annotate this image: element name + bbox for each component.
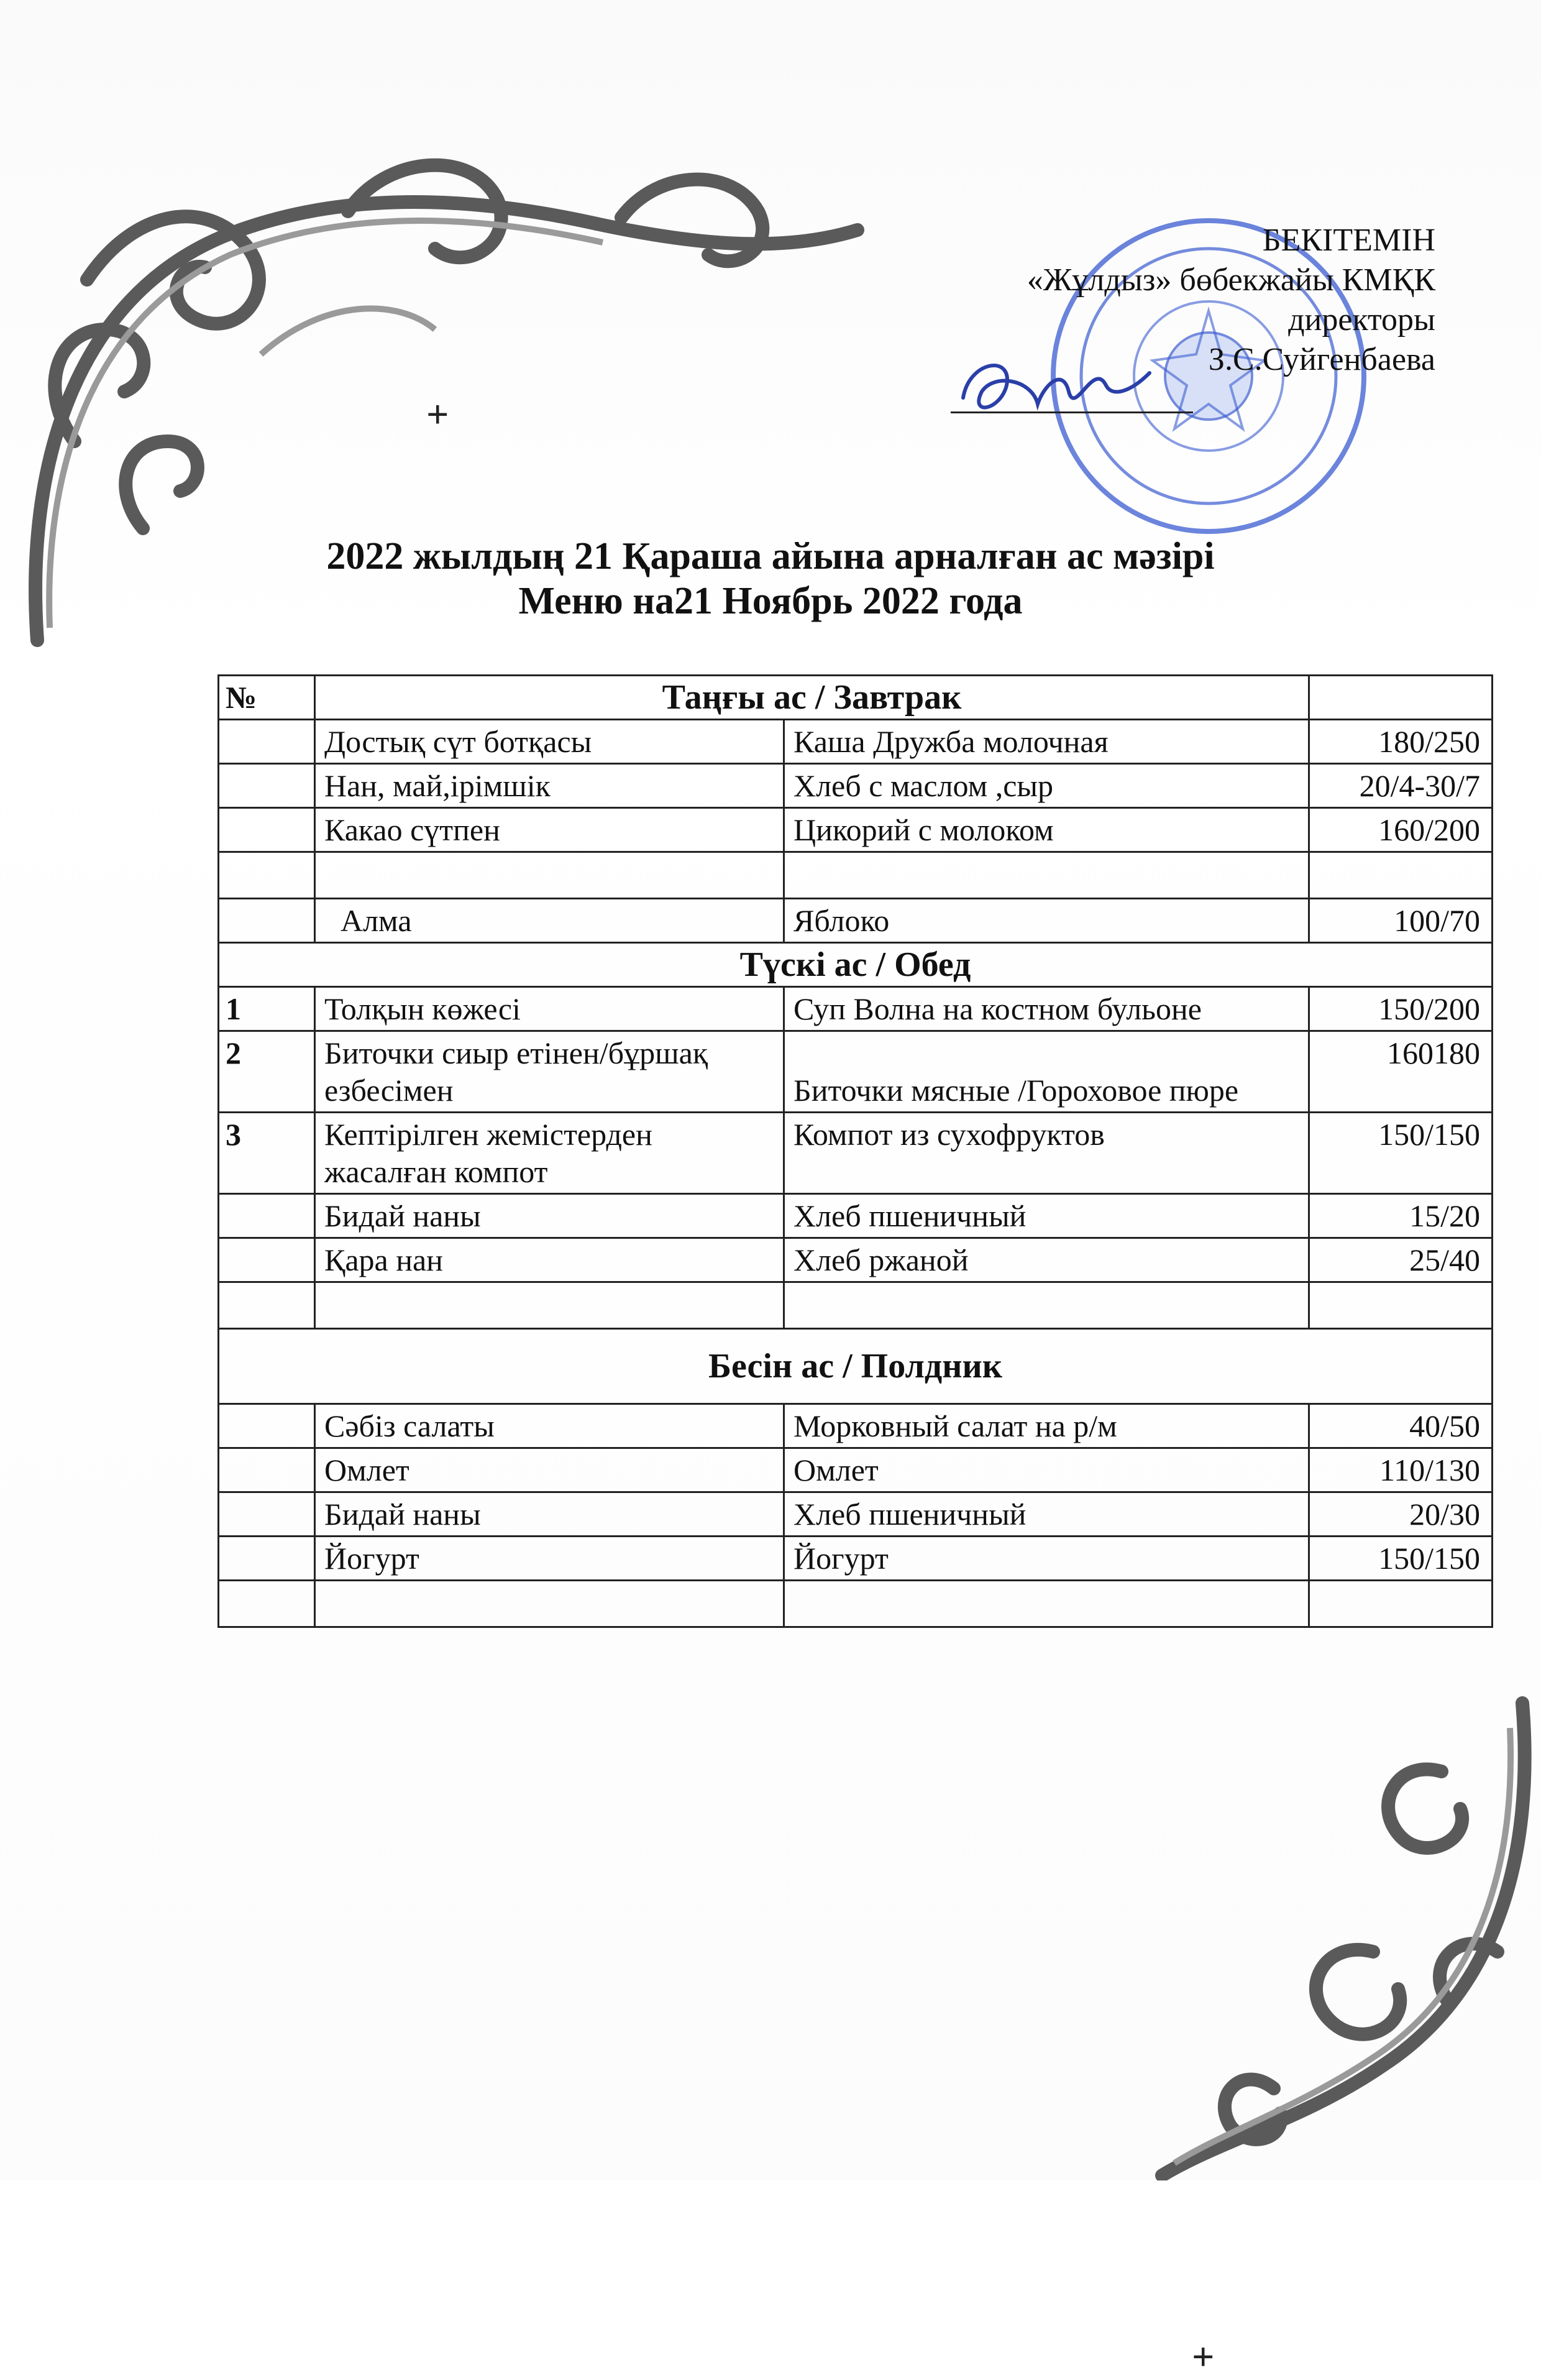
dish-kazakh: Бидай наны	[315, 1492, 784, 1537]
portion: 20/4-30/7	[1309, 764, 1493, 808]
dish-kazakh: Алма	[315, 899, 784, 943]
registration-mark-top: +	[426, 392, 449, 436]
item-number: 1	[219, 987, 315, 1031]
table-row	[219, 676, 1493, 720]
page-title-kazakh: 2022 жылдың 21 Қараша айына арналған ас мәзірі	[326, 535, 1215, 577]
portion: 160/200	[1309, 808, 1493, 852]
number-column-header: №	[219, 676, 315, 720]
dish-russian: Йогурт	[784, 1537, 1309, 1581]
portion: 150/200	[1309, 987, 1493, 1031]
dish-kazakh: Какао сүтпен	[315, 808, 784, 852]
table-row	[219, 899, 1493, 943]
item-number: 2	[219, 1031, 315, 1113]
portion: 150/150	[1309, 1113, 1493, 1194]
dish-kazakh: Сәбіз салаты	[315, 1404, 784, 1448]
portion: 25/40	[1309, 1238, 1493, 1282]
table-row	[219, 1113, 1493, 1194]
dish-russian: Морковный салат на р/м	[784, 1404, 1309, 1448]
dish-kazakh: Бидай наны	[315, 1194, 784, 1238]
ornament-bottom-right	[1150, 1691, 1541, 2180]
table-row	[219, 852, 1493, 899]
snack-heading: Бесін ас / Полдник	[219, 1329, 1493, 1404]
registration-mark-bottom: +	[1192, 2335, 1215, 2379]
dish-kazakh: Достық сүт ботқасы	[315, 720, 784, 764]
approval-name: З.С.Суйгенбаева	[1208, 342, 1435, 377]
table-row	[219, 1448, 1493, 1492]
page-title-russian: Меню на21 Ноябрь 2022 года	[518, 580, 1023, 622]
table-row	[219, 1194, 1493, 1238]
dish-russian: Биточки мясные /Гороховое пюре	[784, 1031, 1309, 1113]
approval-block	[1027, 221, 1435, 380]
dish-kazakh: Кептірілген жемістерден жасалған компот	[315, 1113, 784, 1194]
table-row	[219, 1329, 1493, 1404]
table-row	[219, 764, 1493, 808]
lunch-heading: Түскі ас / Обед	[219, 943, 1493, 987]
table-row	[219, 1031, 1493, 1113]
dish-kazakh: Қара нан	[315, 1238, 784, 1282]
dish-kazakh: Омлет	[315, 1448, 784, 1492]
breakfast-heading: Таңғы ас / Завтрак	[315, 676, 1309, 720]
portion: 150/150	[1309, 1537, 1493, 1581]
portion: 110/130	[1309, 1448, 1493, 1492]
item-number: 3	[219, 1113, 315, 1194]
dish-russian: Хлеб с маслом ,сыр	[784, 764, 1309, 808]
dish-russian: Цикорий с молоком	[784, 808, 1309, 852]
dish-kazakh: Йогурт	[315, 1537, 784, 1581]
portion: 15/20	[1309, 1194, 1493, 1238]
dish-kazakh: Толқын көжесі	[315, 987, 784, 1031]
dish-kazakh: Нан, май,ірімшік	[315, 764, 784, 808]
table-row	[219, 1492, 1493, 1537]
portion: 20/30	[1309, 1492, 1493, 1537]
dish-russian: Суп Волна на костном бульоне	[784, 987, 1309, 1031]
dish-russian: Яблоко	[784, 899, 1309, 943]
signature-line	[951, 411, 1193, 413]
table-row	[219, 1238, 1493, 1282]
dish-russian: Хлеб пшеничный	[784, 1194, 1309, 1238]
table-row	[219, 1282, 1493, 1329]
table-row	[219, 943, 1493, 987]
table-row	[219, 987, 1493, 1031]
table-row	[219, 1404, 1493, 1448]
dish-russian: Хлеб ржаной	[784, 1238, 1309, 1282]
dish-kazakh: Биточки сиыр етінен/бұршақ езбесімен	[315, 1031, 784, 1113]
portion: 40/50	[1309, 1404, 1493, 1448]
dish-russian: Каша Дружба молочная	[784, 720, 1309, 764]
approval-organization: «Жұлдыз» бөбекжайы КМҚК	[1027, 262, 1435, 298]
portion: 160180	[1309, 1031, 1493, 1113]
dish-russian: Компот из сухофруктов	[784, 1113, 1309, 1194]
table-row	[219, 1537, 1493, 1581]
menu-table	[217, 674, 1493, 1628]
table-row	[219, 808, 1493, 852]
approval-heading: БЕКІТЕМІН	[1262, 223, 1435, 258]
table-row	[219, 1581, 1493, 1627]
table-row	[219, 720, 1493, 764]
portion: 180/250	[1309, 720, 1493, 764]
dish-russian: Омлет	[784, 1448, 1309, 1492]
dish-russian: Хлеб пшеничный	[784, 1492, 1309, 1537]
approval-position: директоры	[1288, 302, 1435, 338]
portion: 100/70	[1309, 899, 1493, 943]
